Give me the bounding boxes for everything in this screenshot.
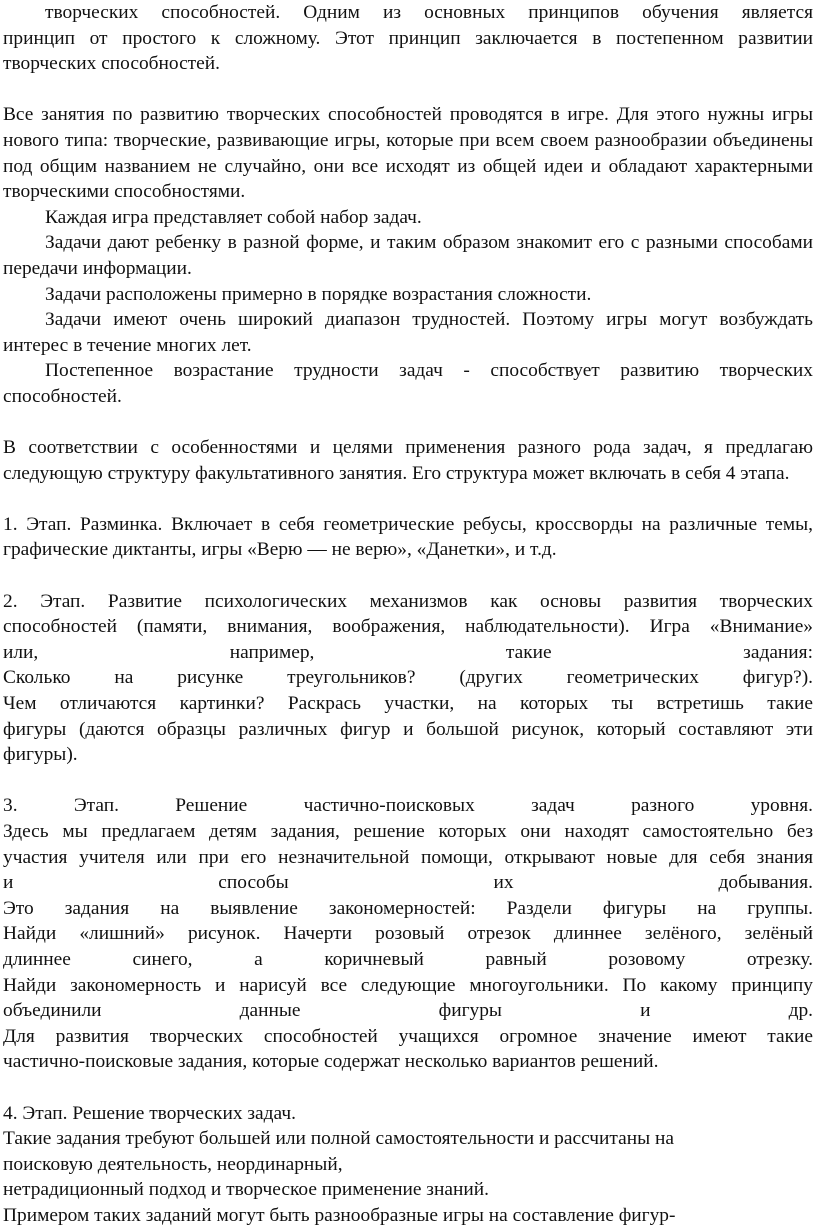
text-line: поисковую деятельность, неординарный, [3, 1153, 343, 1175]
paragraph-stage-1: 1. Этап. Разминка. Включает в себя геометрические ребусы, кроссворды на различные темы, графические диктанты, игры «Верю — не верю», «Данетки», и т.д. [3, 513, 813, 561]
text-line: длиннее синего, а коричневый равный розовому отрезку. [3, 948, 813, 970]
text-line: нетрадиционный подход и творческое применение знаний. [3, 1179, 489, 1201]
document-page [3, 0, 813, 1229]
text-line: Чем отличаются картинки? Раскрась участки, на которых ты встретишь такие [3, 693, 813, 715]
text-line: творческих способностей. [3, 53, 220, 75]
text-line: Сколько на рисунке треугольников? (других геометрических фигур?). [3, 667, 813, 689]
paragraph-stage-2 [3, 589, 813, 768]
paragraph-tasks-range: Задачи имеют очень широкий диапазон трудностей. Поэтому игры могут возбуждать интерес в течение многих лет. [3, 309, 813, 356]
text-line: Примером таких заданий могут быть разнообразные игры на составление фигур- [3, 1204, 676, 1226]
text-line: Для развития творческих способностей учащихся огромное значение имеют такие [3, 1025, 813, 1047]
paragraph-stage-3 [3, 793, 813, 1075]
text-line: принцип от простого к сложному. Этот принцип заключается в постепенном развитии [3, 27, 813, 49]
text-line: творческих способностей. Одним из основных принципов обучения является [45, 2, 813, 23]
text-line: фигуры (даются образцы различных фигур и большой рисунок, который составляют эти [3, 718, 813, 740]
text-line: Это задания на выявление закономерностей: Раздели фигуры на группы. [3, 897, 813, 919]
paragraph-difficulty-growth: Постепенное возрастание трудности задач - способствует развитию творческих способностей. [3, 360, 813, 407]
paragraph-stage-4 [3, 1101, 813, 1229]
text-line: и способы их добывания. [3, 872, 813, 894]
paragraph-continuation [3, 0, 813, 77]
text-line: фигуры). [3, 744, 78, 766]
text-line: Найди «лишний» рисунок. Начерти розовый отрезок длиннее зелёного, зелёный [3, 923, 813, 945]
text-line: Найди закономерность и нарисуй все следующие многоугольники. По какому принципу [3, 974, 813, 996]
paragraph-games: Все занятия по развитию творческих способностей проводятся в игре. Для этого нужны игры нового типа: творческие, развивающие игры, которые при всем своем разнообразии объединены под общим названием не случайно, они все исходят из общей идеи и обладают характерными творческими способностями. [3, 104, 813, 203]
text-line: способностей (памяти, внимания, воображения, наблюдательности). Игра «Внимание» [3, 616, 813, 638]
text-line: или, например, такие задания: [3, 641, 813, 663]
text-line: объединили данные фигуры и др. [3, 1000, 813, 1022]
text-line: 4. Этап. Решение творческих задач. [3, 1102, 296, 1124]
text-line: 2. Этап. Развитие психологических механизмов как основы развития творческих [3, 590, 813, 612]
text-line: частично-поисковые задания, которые содержат несколько вариантов решений. [3, 1051, 659, 1073]
text-line: Здесь мы предлагаем детям задания, решение которых они находят самостоятельно без [3, 821, 813, 842]
paragraph-tasks-forms: Задачи дают ребенку в разной форме, и таким образом знакомит его с разными способами передачи информации. [3, 232, 813, 279]
text-line: 3. Этап. Решение частично-поисковых задач разного уровня. [3, 795, 813, 817]
text-line: участия учителя или при его незначительной помощи, открывают новые для себя знания [3, 846, 813, 868]
paragraph-structure: В соответствии с особенностями и целями применения разного рода задач, я предлагаю следующую структуру факультативного занятия. Его структура может включать в себя 4 этапа. [3, 437, 813, 484]
paragraph-game-tasks: Каждая игра представляет собой набор задач. [45, 206, 422, 228]
text-line: Такие задания требуют большей или полной самостоятельности и рассчитаны на [3, 1128, 674, 1150]
paragraph-tasks-order: Задачи расположены примерно в порядке возрастания сложности. [45, 283, 592, 305]
